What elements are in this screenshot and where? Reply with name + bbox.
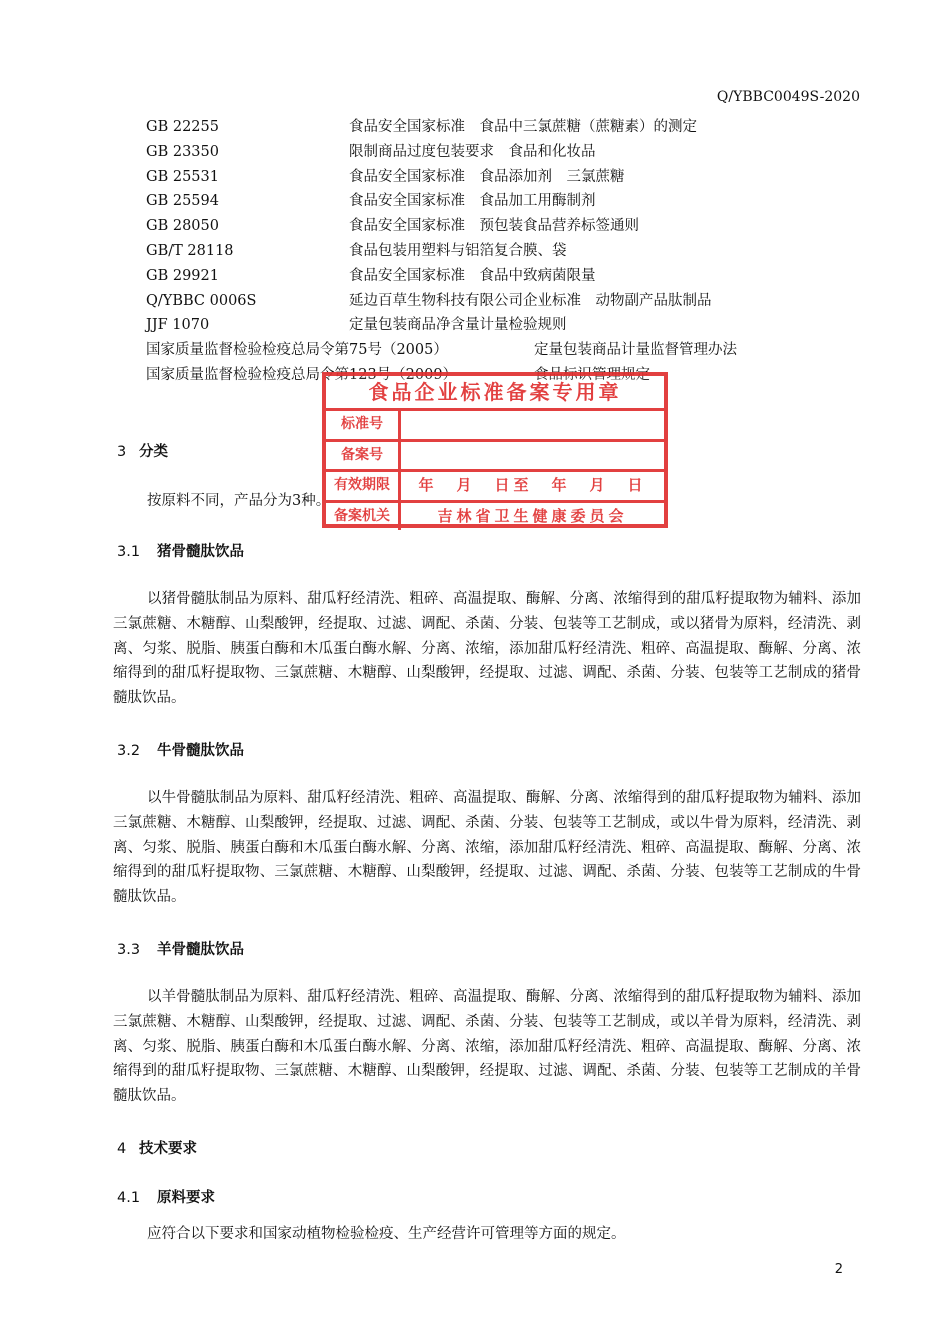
section-number: 4.1 <box>117 1190 141 1206</box>
section-heading-3-1 <box>117 540 244 561</box>
reference-title: 食品包装用塑料与铝箔复合膜、袋 <box>349 242 567 259</box>
reference-code: JJF 1070 <box>146 317 210 334</box>
stamp-row <box>326 472 664 503</box>
stamp-value <box>401 411 664 439</box>
reference-code: GB 29921 <box>146 267 219 284</box>
section-number: 3.1 <box>117 544 141 560</box>
section-heading-3-3 <box>117 938 244 959</box>
reference-item <box>146 338 866 363</box>
reference-title: 食品安全国家标准 食品中致病菌限量 <box>349 267 596 284</box>
section-heading-3 <box>117 440 168 461</box>
section-title: 猪骨髓肽饮品 <box>157 544 244 560</box>
reference-item <box>146 214 866 239</box>
reference-code: GB 25594 <box>146 193 219 210</box>
reference-item <box>146 313 866 338</box>
reference-item <box>146 115 866 140</box>
reference-title: 延边百草生物科技有限公司企业标准 动物副产品肽制品 <box>349 292 712 309</box>
reference-item <box>146 289 866 314</box>
reference-code: GB 28050 <box>146 218 219 235</box>
filing-stamp <box>322 372 668 528</box>
section-number: 4 <box>117 1141 127 1157</box>
stamp-row <box>326 442 664 473</box>
stamp-label: 备案号 <box>326 442 401 470</box>
reference-code: Q/YBBC 0006S <box>146 292 257 309</box>
reference-code: GB 22255 <box>146 119 219 135</box>
stamp-value: 年 月 日至 年 月 日 <box>418 476 647 494</box>
stamp-row <box>326 503 664 531</box>
reference-title: 食品标识管理规定 <box>534 366 650 383</box>
page-number: 2 <box>834 1262 843 1277</box>
reference-title: 定量包装商品计量监督管理办法 <box>534 342 737 359</box>
classification-intro: 按原料不同，产品分为3种。 <box>147 493 331 509</box>
reference-title: 食品安全国家标准 食品中三氯蔗糖（蔗糖素）的测定 <box>349 119 697 135</box>
section-title: 分类 <box>139 444 168 460</box>
reference-item <box>146 189 866 214</box>
section-title: 原料要求 <box>157 1190 215 1206</box>
reference-item <box>146 239 866 264</box>
section-paragraph: 以羊骨髓肽制品为原料、甜瓜籽经清洗、粗碎、高温提取、酶解、分离、浓缩得到的甜瓜籽提取物为辅料、添加三氯蔗糖、木糖醇、山梨酸钾，经提取、过滤、调配、杀菌、分装、包装等工艺制成，或以羊骨为原料，经清洗、剥离、匀浆、脱脂、胰蛋白酶和木瓜蛋白酶水解、分离、浓缩，添加甜瓜籽经清洗、粗碎、高温提取、酶解、分离、浓缩得到的甜瓜籽提取物、三氯蔗糖、木糖醇、山梨酸钾，经提取、过滤、调配、杀菌、分装、包装等工艺制成的羊骨髓肽饮品。 <box>113 989 861 1105</box>
section-paragraph: 应符合以下要求和国家动植物检验检疫、生产经营许可管理等方面的规定。 <box>147 1226 626 1242</box>
section-paragraph: 以猪骨髓肽制品为原料、甜瓜籽经清洗、粗碎、高温提取、酶解、分离、浓缩得到的甜瓜籽提取物为辅料、添加三氯蔗糖、木糖醇、山梨酸钾，经提取、过滤、调配、杀菌、分装、包装等工艺制成，或以猪骨为原料，经清洗、剥离、匀浆、脱脂、胰蛋白酶和木瓜蛋白酶水解、分离、浓缩，添加甜瓜籽经清洗、粗碎、高温提取、酶解、分离、浓缩得到的甜瓜籽提取物、三氯蔗糖、木糖醇、山梨酸钾，经提取、过滤、调配、杀菌、分装、包装等工艺制成的猪骨髓肽饮品。 <box>113 591 861 707</box>
reference-code: 国家质量监督检验检疫总局令第75号（2005） <box>146 342 448 359</box>
reference-code: GB 25531 <box>146 168 219 185</box>
section-title: 羊骨髓肽饮品 <box>157 942 244 958</box>
reference-title: 限制商品过度包装要求 食品和化妆品 <box>349 143 596 160</box>
reference-code: GB 23350 <box>146 143 219 160</box>
reference-title: 食品安全国家标准 预包装食品营养标签通则 <box>349 218 639 235</box>
stamp-value <box>401 442 664 470</box>
section-title: 牛骨髓肽饮品 <box>157 743 244 759</box>
stamp-label: 有效期限 <box>326 472 401 500</box>
section-number: 3.2 <box>117 743 141 759</box>
reference-code: GB/T 28118 <box>146 242 234 259</box>
section-number: 3.3 <box>117 942 141 958</box>
stamp-label: 标准号 <box>326 411 401 439</box>
normative-references-list <box>146 115 866 388</box>
section-heading-3-2 <box>117 739 244 760</box>
section-paragraph: 以牛骨髓肽制品为原料、甜瓜籽经清洗、粗碎、高温提取、酶解、分离、浓缩得到的甜瓜籽提取物为辅料、添加三氯蔗糖、木糖醇、山梨酸钾，经提取、过滤、调配、杀菌、分装、包装等工艺制成，或以牛骨为原料，经清洗、剥离、匀浆、脱脂、胰蛋白酶和木瓜蛋白酶水解、分离、浓缩，添加甜瓜籽经清洗、粗碎、高温提取、酶解、分离、浓缩得到的甜瓜籽提取物、三氯蔗糖、木糖醇、山梨酸钾，经提取、过滤、调配、杀菌、分装、包装等工艺制成的牛骨髓肽饮品。 <box>113 790 861 906</box>
reference-code: 国家质量监督检验检疫总局令第123号（2009） <box>146 366 458 383</box>
section-title: 技术要求 <box>139 1141 197 1157</box>
section-heading-4-1 <box>117 1186 215 1207</box>
reference-item <box>146 140 866 165</box>
document-code: Q/YBBC0049S-2020 <box>716 89 860 105</box>
reference-title: 食品安全国家标准 食品加工用酶制剂 <box>349 193 596 210</box>
stamp-label: 备案机关 <box>326 503 401 531</box>
stamp-title: 食品企业标准备案专用章 <box>326 376 664 411</box>
reference-title: 定量包装商品净含量计量检验规则 <box>349 317 567 334</box>
reference-item <box>146 264 866 289</box>
reference-title: 食品安全国家标准 食品添加剂 三氯蔗糖 <box>349 168 625 185</box>
stamp-value: 吉林省卫生健康委员会 <box>437 506 628 525</box>
reference-item <box>146 165 866 190</box>
section-heading-4 <box>117 1137 197 1158</box>
section-number: 3 <box>117 444 127 460</box>
stamp-row <box>326 411 664 442</box>
